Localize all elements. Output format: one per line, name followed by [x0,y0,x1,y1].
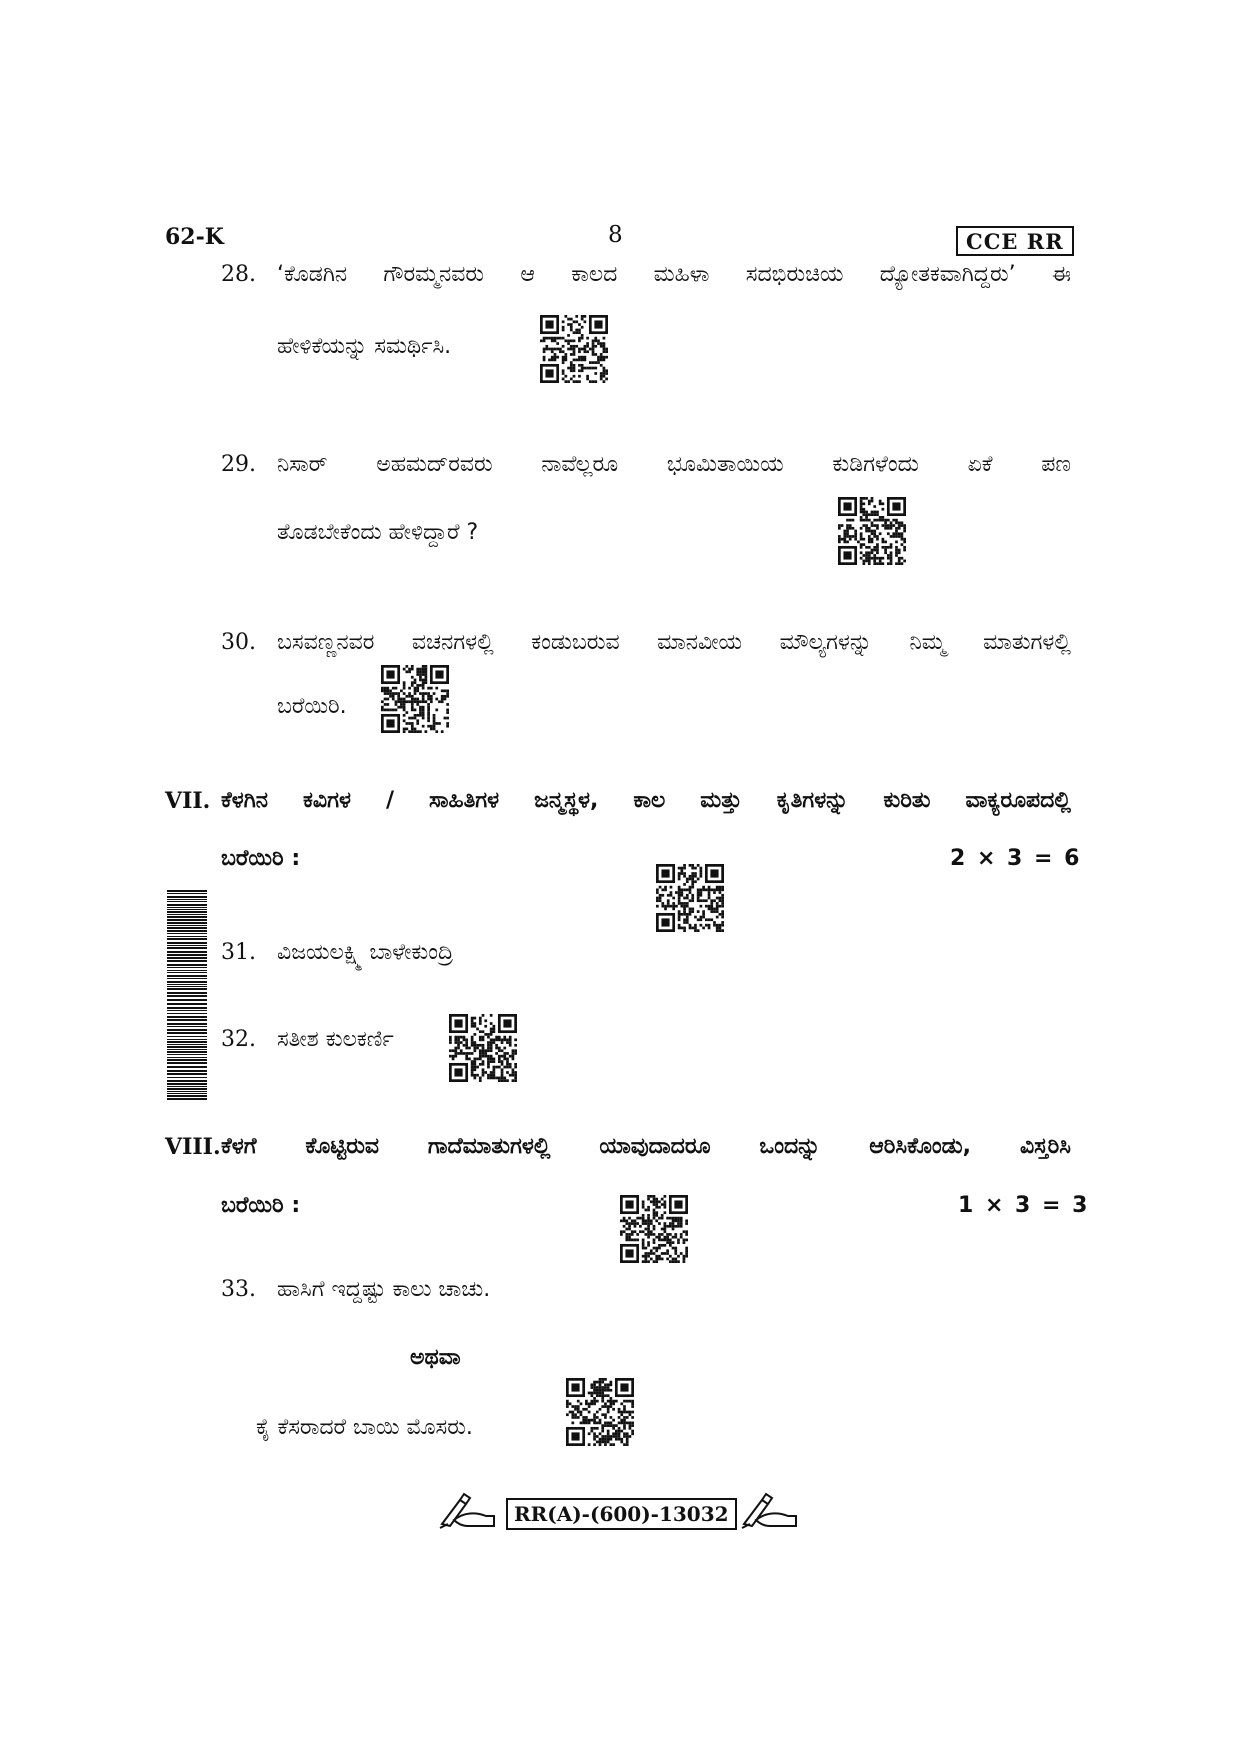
question-32-text: ಸತೀಶ ಕುಲಕರ್ಣಿ [277,1027,394,1052]
question-33-text: ಹಾಸಿಗೆ ಇದ್ದಷ್ಟು ಕಾಲು ಚಾಚು. [277,1277,491,1302]
qr-code-icon[interactable] [656,864,724,932]
question-number-29: 29. [221,452,256,477]
question-number-33: 33. [221,1277,256,1302]
qr-code-icon[interactable] [540,315,608,383]
or-label: ಅಥವಾ [410,1345,461,1370]
question-number-28: 28. [221,262,256,287]
scheme-badge: CCE RR [956,226,1074,256]
question-29-line1: ನಿಸಾರ್ ಅಹಮದ್‌ರವರು ನಾವೆಲ್ಲರೂ ಭೂಮಿತಾಯಿಯ ಕುಡಿಗಳೆಂದು ಏಕೆ ಪಣ [277,452,1071,477]
section-viii-marks: 1 × 3 = 3 [958,1193,1090,1218]
question-30-line2: ಬರೆಯಿರಿ. [277,694,347,719]
paper-code: 62-K [165,224,224,250]
question-number-32: 32. [221,1027,256,1052]
question-number-31: 31. [221,940,256,965]
barcode-icon [167,890,207,1100]
question-28-line2: ಹೇಳಿಕೆಯನ್ನು ಸಮರ್ಥಿಸಿ. [277,334,452,359]
qr-code-icon[interactable] [620,1195,688,1263]
section-viii-instruction-line2: ಬರೆಯಿರಿ : [221,1193,301,1218]
qr-code-icon[interactable] [566,1378,634,1446]
question-28-line1: ‘ಕೊಡಗಿನ ಗೌರಮ್ಮನವರು ಆ ಕಾಲದ ಮಹಿಳಾ ಸದಭಿರುಚಿಯ ದ್ಯೋತಕವಾಗಿದ್ದರು’ ಈ [277,262,1071,287]
writing-hand-icon [740,1490,800,1530]
section-number-vii: VII. [165,788,211,814]
question-number-30: 30. [221,630,256,655]
section-vii-instruction-line2: ಬರೆಯಿರಿ : [221,846,301,871]
qr-code-icon[interactable] [838,497,906,565]
question-29-line2: ತೊಡಬೇಕೆಂದು ಹೇಳಿದ್ದಾರೆ ? [277,520,479,545]
writing-hand-icon [438,1490,498,1530]
section-viii-instruction-line1: ಕೆಳಗೆ ಕೊಟ್ಟಿರುವ ಗಾದೆಮಾತುಗಳಲ್ಲಿ ಯಾವುದಾದರೂ ಒಂದನ್ನು ಆರಿಸಿಕೊಂಡು, ವಿಸ್ತರಿಸಿ [221,1134,1071,1159]
section-number-viii: VIII. [165,1134,221,1160]
question-30-line1: ಬಸವಣ್ಣನವರ ವಚನಗಳಲ್ಲಿ ಕಂಡುಬರುವ ಮಾನವೀಯ ಮೌಲ್ಯಗಳನ್ನು ನಿಮ್ಮ ಮಾತುಗಳಲ್ಲಿ [277,630,1071,655]
qr-code-icon[interactable] [381,665,449,733]
question-33-alternative-text: ಕೈ ಕೆಸರಾದರೆ ಬಾಯಿ ಮೊಸರು. [256,1415,473,1440]
page-number: 8 [608,222,623,248]
section-vii-marks: 2 × 3 = 6 [950,846,1082,871]
qr-code-icon[interactable] [449,1014,517,1082]
question-31-text: ವಿಜಯಲಕ್ಷ್ಮಿ ಬಾಳೇಕುಂದ್ರಿ [277,940,454,965]
section-vii-instruction-line1: ಕೆಳಗಿನ ಕವಿಗಳ / ಸಾಹಿತಿಗಳ ಜನ್ಮಸ್ಥಳ, ಕಾಲ ಮತ್ತು ಕೃತಿಗಳನ್ನು ಕುರಿತು ವಾಕ್ಯರೂಪದಲ್ಲಿ [221,788,1071,813]
footer-code: RR(A)-(600)-13032 [506,1498,737,1530]
